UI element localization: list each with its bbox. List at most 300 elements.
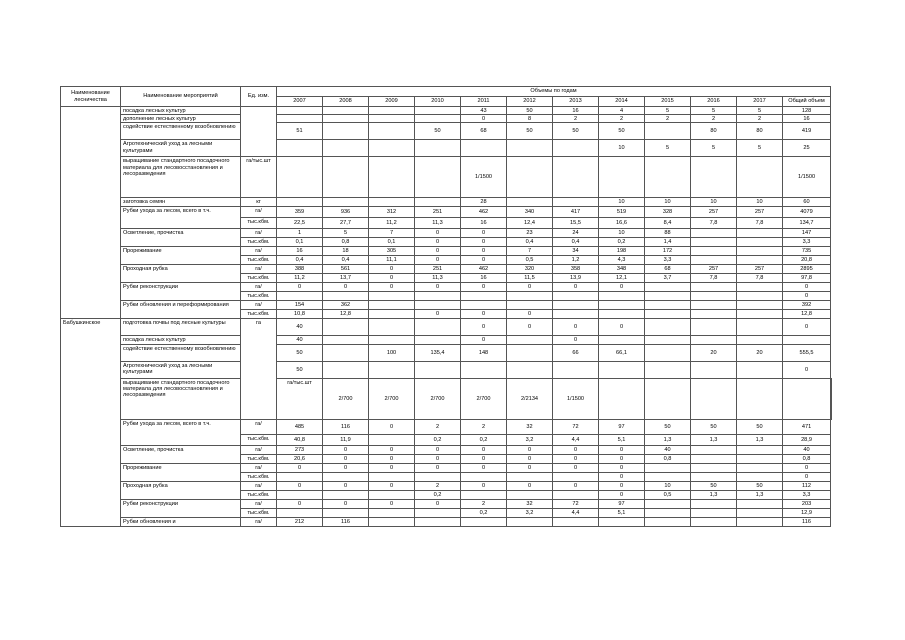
- total-volume-cell: 112: [783, 481, 831, 490]
- year-value-cell: [645, 283, 691, 292]
- year-value-cell: 50: [277, 361, 323, 378]
- year-value-cell: [323, 508, 369, 517]
- year-value-cell: [691, 256, 737, 265]
- year-value-cell: 0,8: [645, 454, 691, 463]
- year-value-cell: 0: [415, 499, 461, 508]
- year-value-cell: 0: [553, 319, 599, 336]
- table-row: [61, 247, 832, 256]
- year-value-cell: [415, 107, 461, 115]
- year-value-cell: [277, 198, 323, 207]
- activity-name-cell: дополнение лесных культур: [121, 115, 241, 123]
- year-value-cell: 0,4: [553, 238, 599, 247]
- activity-name-cell: Агротехнический уход за лесными культурами: [121, 361, 241, 378]
- total-volume-cell: 3,3: [783, 490, 831, 499]
- year-value-cell: [645, 378, 691, 419]
- year-value-cell: 0: [553, 283, 599, 292]
- year-value-cell: [323, 115, 369, 123]
- activity-name-cell: Рубки реконструкции: [121, 499, 241, 517]
- year-value-cell: [461, 140, 507, 157]
- year-value-cell: 0: [599, 481, 645, 490]
- year-value-cell: [737, 463, 783, 472]
- year-value-cell: 0: [461, 229, 507, 238]
- year-value-cell: 5: [691, 140, 737, 157]
- year-value-cell: 0,2: [461, 508, 507, 517]
- year-value-cell: 0,2: [415, 490, 461, 499]
- year-value-cell: [461, 301, 507, 310]
- year-value-cell: 0: [369, 274, 415, 283]
- activity-name-cell: содействие естественному возобновлению: [121, 123, 241, 140]
- year-value-cell: 0: [461, 445, 507, 454]
- year-value-cell: 11,9: [323, 434, 369, 445]
- year-value-cell: 3,3: [645, 256, 691, 265]
- year-value-cell: 0: [415, 283, 461, 292]
- year-value-cell: 0: [415, 463, 461, 472]
- year-value-cell: [645, 344, 691, 361]
- year-value-cell: [323, 107, 369, 115]
- year-value-cell: 154: [277, 301, 323, 310]
- year-value-cell: [415, 140, 461, 157]
- year-value-cell: 2/700: [369, 378, 415, 419]
- unit-cell: га/: [241, 247, 277, 256]
- year-value-cell: 936: [323, 207, 369, 218]
- year-value-cell: [369, 472, 415, 481]
- year-value-cell: [645, 157, 691, 198]
- year-value-cell: 251: [415, 265, 461, 274]
- unit-cell: га/: [241, 419, 277, 434]
- year-value-cell: [369, 517, 415, 526]
- year-value-cell: [599, 378, 645, 419]
- activity-name-cell: Агротехнический уход за лесными культурами: [121, 140, 241, 157]
- year-value-cell: 2: [415, 419, 461, 434]
- total-volume-cell: 97,8: [783, 274, 831, 283]
- year-value-cell: 0: [599, 490, 645, 499]
- year-value-cell: [645, 292, 691, 301]
- year-value-cell: [645, 508, 691, 517]
- year-value-cell: [783, 378, 831, 419]
- year-value-cell: 2: [737, 115, 783, 123]
- unit-cell: га/: [241, 481, 277, 490]
- col-header-year: 2012: [507, 97, 553, 107]
- year-value-cell: 20,6: [277, 454, 323, 463]
- activity-name-cell: выращивание стандартного посадочного материала для лесовосстановления и лесоразведения: [121, 378, 241, 419]
- forestry-name-cell: [61, 107, 121, 319]
- activity-name-cell: заготовка семян: [121, 198, 241, 207]
- year-value-cell: 18: [323, 247, 369, 256]
- year-value-cell: [553, 292, 599, 301]
- unit-cell: га/: [241, 463, 277, 472]
- year-value-cell: 0: [507, 310, 553, 319]
- year-value-cell: 0: [599, 463, 645, 472]
- table-row: [61, 115, 832, 123]
- total-volume-cell: 16: [783, 115, 831, 123]
- year-value-cell: [737, 499, 783, 508]
- table-row: [61, 445, 832, 454]
- year-value-cell: 340: [507, 207, 553, 218]
- year-value-cell: 5: [737, 140, 783, 157]
- year-value-cell: 257: [737, 265, 783, 274]
- year-value-cell: 11,2: [369, 218, 415, 229]
- year-value-cell: 40: [277, 319, 323, 336]
- year-value-cell: 2/2134: [507, 378, 553, 419]
- year-value-cell: 0,2: [461, 434, 507, 445]
- year-value-cell: [691, 319, 737, 336]
- unit-cell: тыс.кбм.: [241, 454, 277, 463]
- unit-cell: тыс.кбм.: [241, 508, 277, 517]
- total-volume-cell: 0: [783, 319, 831, 336]
- year-value-cell: 72: [553, 419, 599, 434]
- year-value-cell: [691, 229, 737, 238]
- year-value-cell: 0: [599, 454, 645, 463]
- table-row: [61, 378, 832, 419]
- year-value-cell: 7: [507, 247, 553, 256]
- year-value-cell: 0: [553, 445, 599, 454]
- unit-cell: га/тыс.шт: [277, 378, 323, 419]
- activity-name-cell: Проходная рубка: [121, 265, 241, 283]
- year-value-cell: 10,8: [277, 310, 323, 319]
- year-value-cell: 5: [737, 107, 783, 115]
- year-value-cell: [737, 445, 783, 454]
- year-value-cell: 359: [277, 207, 323, 218]
- year-value-cell: [461, 490, 507, 499]
- year-value-cell: 116: [323, 419, 369, 434]
- year-value-cell: [691, 336, 737, 344]
- col-header-forestry: Наименование лесничества: [61, 87, 121, 107]
- year-value-cell: 15,5: [553, 218, 599, 229]
- year-value-cell: [461, 517, 507, 526]
- year-value-cell: 0: [323, 283, 369, 292]
- col-header-year: 2015: [645, 97, 691, 107]
- year-value-cell: 0,2: [599, 238, 645, 247]
- year-value-cell: 11,3: [415, 274, 461, 283]
- year-value-cell: [553, 490, 599, 499]
- year-value-cell: 5: [645, 107, 691, 115]
- unit-cell: тыс.кбм.: [241, 274, 277, 283]
- table-row: [61, 140, 832, 157]
- year-value-cell: 10: [599, 198, 645, 207]
- year-value-cell: [323, 140, 369, 157]
- year-value-cell: 23: [507, 229, 553, 238]
- total-volume-cell: 0: [783, 292, 831, 301]
- year-value-cell: 0: [415, 445, 461, 454]
- year-value-cell: [553, 198, 599, 207]
- year-value-cell: [461, 292, 507, 301]
- year-value-cell: 50: [691, 481, 737, 490]
- year-value-cell: 1/1500: [553, 378, 599, 419]
- col-header-volumes: Объемы по годам: [277, 87, 831, 97]
- activity-name-cell: Осветление, прочистка: [121, 229, 241, 247]
- year-value-cell: 2: [461, 419, 507, 434]
- year-value-cell: 0: [553, 454, 599, 463]
- year-value-cell: [691, 310, 737, 319]
- year-value-cell: 251: [415, 207, 461, 218]
- year-value-cell: [645, 361, 691, 378]
- year-value-cell: [737, 508, 783, 517]
- year-value-cell: [599, 336, 645, 344]
- activity-name-cell: посадка лесных культур: [121, 107, 241, 115]
- year-value-cell: 273: [277, 445, 323, 454]
- col-header-activity: Наименование мероприятий: [121, 87, 241, 107]
- year-value-cell: [369, 198, 415, 207]
- year-value-cell: [737, 454, 783, 463]
- year-value-cell: [277, 292, 323, 301]
- table-row: [61, 157, 832, 198]
- year-value-cell: 0: [461, 336, 507, 344]
- year-value-cell: 22,5: [277, 218, 323, 229]
- table-row: [61, 463, 832, 472]
- year-value-cell: [369, 319, 415, 336]
- total-volume-cell: 60: [783, 198, 831, 207]
- year-value-cell: 50: [737, 419, 783, 434]
- unit-cell: кг: [241, 198, 277, 207]
- year-value-cell: [737, 157, 783, 198]
- year-value-cell: 80: [737, 123, 783, 140]
- year-value-cell: 0,1: [369, 238, 415, 247]
- year-value-cell: [323, 292, 369, 301]
- total-volume-cell: 12,8: [783, 310, 831, 319]
- table-row: [61, 419, 832, 434]
- year-value-cell: 4,4: [553, 508, 599, 517]
- year-value-cell: 10: [645, 481, 691, 490]
- year-value-cell: 11,5: [507, 274, 553, 283]
- year-value-cell: 13,9: [553, 274, 599, 283]
- year-value-cell: 0: [461, 481, 507, 490]
- year-value-cell: [599, 292, 645, 301]
- table-row: [61, 301, 832, 310]
- year-value-cell: 0: [461, 238, 507, 247]
- year-value-cell: [691, 517, 737, 526]
- total-volume-cell: 147: [783, 229, 831, 238]
- unit-cell: тыс.кбм.: [241, 238, 277, 247]
- unit-cell: тыс.кбм.: [241, 490, 277, 499]
- year-value-cell: 100: [369, 344, 415, 361]
- year-value-cell: 0: [369, 499, 415, 508]
- year-value-cell: 0,1: [277, 238, 323, 247]
- year-value-cell: [691, 283, 737, 292]
- year-value-cell: [323, 344, 369, 361]
- year-value-cell: 16: [553, 107, 599, 115]
- unit-cell: га/: [241, 499, 277, 508]
- unit-cell: тыс.кбм.: [241, 256, 277, 265]
- year-value-cell: 3,2: [507, 434, 553, 445]
- year-value-cell: 20: [691, 344, 737, 361]
- year-value-cell: [507, 472, 553, 481]
- year-value-cell: 0: [415, 256, 461, 265]
- year-value-cell: 16: [461, 274, 507, 283]
- year-value-cell: [369, 490, 415, 499]
- year-value-cell: [323, 198, 369, 207]
- year-value-cell: 0: [415, 229, 461, 238]
- year-value-cell: 0: [461, 283, 507, 292]
- table-row: [61, 481, 832, 490]
- year-value-cell: [691, 361, 737, 378]
- year-value-cell: [369, 157, 415, 198]
- year-value-cell: [737, 319, 783, 336]
- planning-table-sheet: [60, 86, 832, 562]
- year-value-cell: [737, 229, 783, 238]
- year-value-cell: [553, 140, 599, 157]
- year-value-cell: 4,4: [553, 434, 599, 445]
- year-value-cell: 116: [323, 517, 369, 526]
- year-value-cell: 51: [277, 123, 323, 140]
- table-row: [61, 229, 832, 238]
- activity-name-cell: Рубки обновления и: [121, 517, 241, 526]
- year-value-cell: 0: [369, 454, 415, 463]
- table-row: [61, 198, 832, 207]
- year-value-cell: 1,3: [691, 434, 737, 445]
- year-value-cell: 10: [737, 198, 783, 207]
- year-value-cell: 0: [369, 419, 415, 434]
- total-volume-cell: 203: [783, 499, 831, 508]
- year-value-cell: 2: [645, 115, 691, 123]
- total-volume-cell: 3,3: [783, 238, 831, 247]
- year-value-cell: [599, 310, 645, 319]
- total-volume-cell: 2895: [783, 265, 831, 274]
- year-value-cell: [507, 157, 553, 198]
- year-value-cell: 0: [369, 265, 415, 274]
- forestry-plan-table: [60, 86, 832, 527]
- activity-name-cell: Рубки реконструкции: [121, 283, 241, 301]
- year-value-cell: [553, 517, 599, 526]
- year-value-cell: 40,8: [277, 434, 323, 445]
- year-value-cell: 0: [277, 481, 323, 490]
- col-header-year: 2007: [277, 97, 323, 107]
- year-value-cell: [507, 140, 553, 157]
- year-value-cell: 50: [507, 123, 553, 140]
- col-header-year: 2016: [691, 97, 737, 107]
- year-value-cell: [691, 378, 737, 419]
- table-row: [61, 265, 832, 274]
- year-value-cell: 0,2: [415, 434, 461, 445]
- year-value-cell: 66: [553, 344, 599, 361]
- year-value-cell: 34: [553, 247, 599, 256]
- year-value-cell: 519: [599, 207, 645, 218]
- year-value-cell: [507, 344, 553, 361]
- year-value-cell: 0,5: [645, 490, 691, 499]
- year-value-cell: 32: [507, 419, 553, 434]
- year-value-cell: 0: [277, 283, 323, 292]
- year-value-cell: 257: [691, 265, 737, 274]
- year-value-cell: 388: [277, 265, 323, 274]
- year-value-cell: 1,2: [553, 256, 599, 265]
- year-value-cell: 40: [645, 445, 691, 454]
- year-value-cell: 10: [645, 198, 691, 207]
- year-value-cell: [507, 517, 553, 526]
- year-value-cell: [323, 490, 369, 499]
- total-volume-cell: 735: [783, 247, 831, 256]
- year-value-cell: 485: [277, 419, 323, 434]
- year-value-cell: 68: [645, 265, 691, 274]
- total-volume-cell: 40: [783, 445, 831, 454]
- year-value-cell: [737, 378, 783, 419]
- table-row: [61, 107, 832, 115]
- year-value-cell: 4: [599, 107, 645, 115]
- year-value-cell: [553, 301, 599, 310]
- year-value-cell: [737, 256, 783, 265]
- year-value-cell: 0: [599, 319, 645, 336]
- year-value-cell: [737, 247, 783, 256]
- year-value-cell: [507, 490, 553, 499]
- total-volume-cell: 0: [783, 472, 831, 481]
- year-value-cell: 50: [645, 419, 691, 434]
- unit-cell: га/: [241, 301, 277, 310]
- year-value-cell: 305: [369, 247, 415, 256]
- year-value-cell: [645, 319, 691, 336]
- year-value-cell: 0: [369, 463, 415, 472]
- total-volume-cell: 25: [783, 140, 831, 157]
- year-value-cell: 43: [461, 107, 507, 115]
- year-value-cell: 0: [461, 247, 507, 256]
- activity-name-cell: Рубки ухода за лесом, всего в т.ч.: [121, 207, 241, 229]
- year-value-cell: 312: [369, 207, 415, 218]
- total-volume-cell: 116: [783, 517, 831, 526]
- year-value-cell: 0: [599, 472, 645, 481]
- year-value-cell: 11,2: [277, 274, 323, 283]
- col-header-year: 2014: [599, 97, 645, 107]
- year-value-cell: 0: [369, 481, 415, 490]
- year-value-cell: [599, 517, 645, 526]
- total-volume-cell: 0,8: [783, 454, 831, 463]
- col-header-year: 2011: [461, 97, 507, 107]
- year-value-cell: [277, 115, 323, 123]
- year-value-cell: 16: [461, 218, 507, 229]
- year-value-cell: 16: [277, 247, 323, 256]
- unit-cell: га/: [241, 207, 277, 218]
- activity-name-cell: Рубки обновления и переформирования: [121, 301, 241, 319]
- year-value-cell: 0: [553, 481, 599, 490]
- year-value-cell: [691, 454, 737, 463]
- year-value-cell: 0: [599, 283, 645, 292]
- year-value-cell: [553, 157, 599, 198]
- table-row: [61, 517, 832, 526]
- year-value-cell: 12,8: [323, 310, 369, 319]
- year-value-cell: 2: [415, 481, 461, 490]
- table-row: [61, 283, 832, 292]
- year-value-cell: 1/1500: [461, 157, 507, 198]
- total-volume-cell: 0: [783, 463, 831, 472]
- year-value-cell: 0: [507, 445, 553, 454]
- total-volume-cell: 1/1500: [783, 157, 831, 198]
- year-value-cell: [507, 336, 553, 344]
- year-value-cell: [645, 517, 691, 526]
- year-value-cell: [415, 115, 461, 123]
- year-value-cell: [369, 123, 415, 140]
- year-value-cell: 7,8: [737, 218, 783, 229]
- total-volume-cell: 471: [783, 419, 831, 434]
- year-value-cell: [645, 336, 691, 344]
- year-value-cell: 16,6: [599, 218, 645, 229]
- year-value-cell: 0: [461, 310, 507, 319]
- table-row: [61, 123, 832, 140]
- year-value-cell: 172: [645, 247, 691, 256]
- year-value-cell: [737, 472, 783, 481]
- year-value-cell: 462: [461, 207, 507, 218]
- table-row: [61, 207, 832, 218]
- year-value-cell: [369, 434, 415, 445]
- year-value-cell: 0: [323, 454, 369, 463]
- year-value-cell: [507, 198, 553, 207]
- year-value-cell: [323, 361, 369, 378]
- year-value-cell: 0: [507, 319, 553, 336]
- year-value-cell: 7,8: [691, 274, 737, 283]
- year-value-cell: 0: [369, 283, 415, 292]
- year-value-cell: 7,8: [737, 274, 783, 283]
- year-value-cell: [369, 140, 415, 157]
- year-value-cell: 0: [415, 454, 461, 463]
- year-value-cell: [507, 361, 553, 378]
- year-value-cell: [737, 361, 783, 378]
- year-value-cell: 10: [599, 140, 645, 157]
- year-value-cell: [645, 123, 691, 140]
